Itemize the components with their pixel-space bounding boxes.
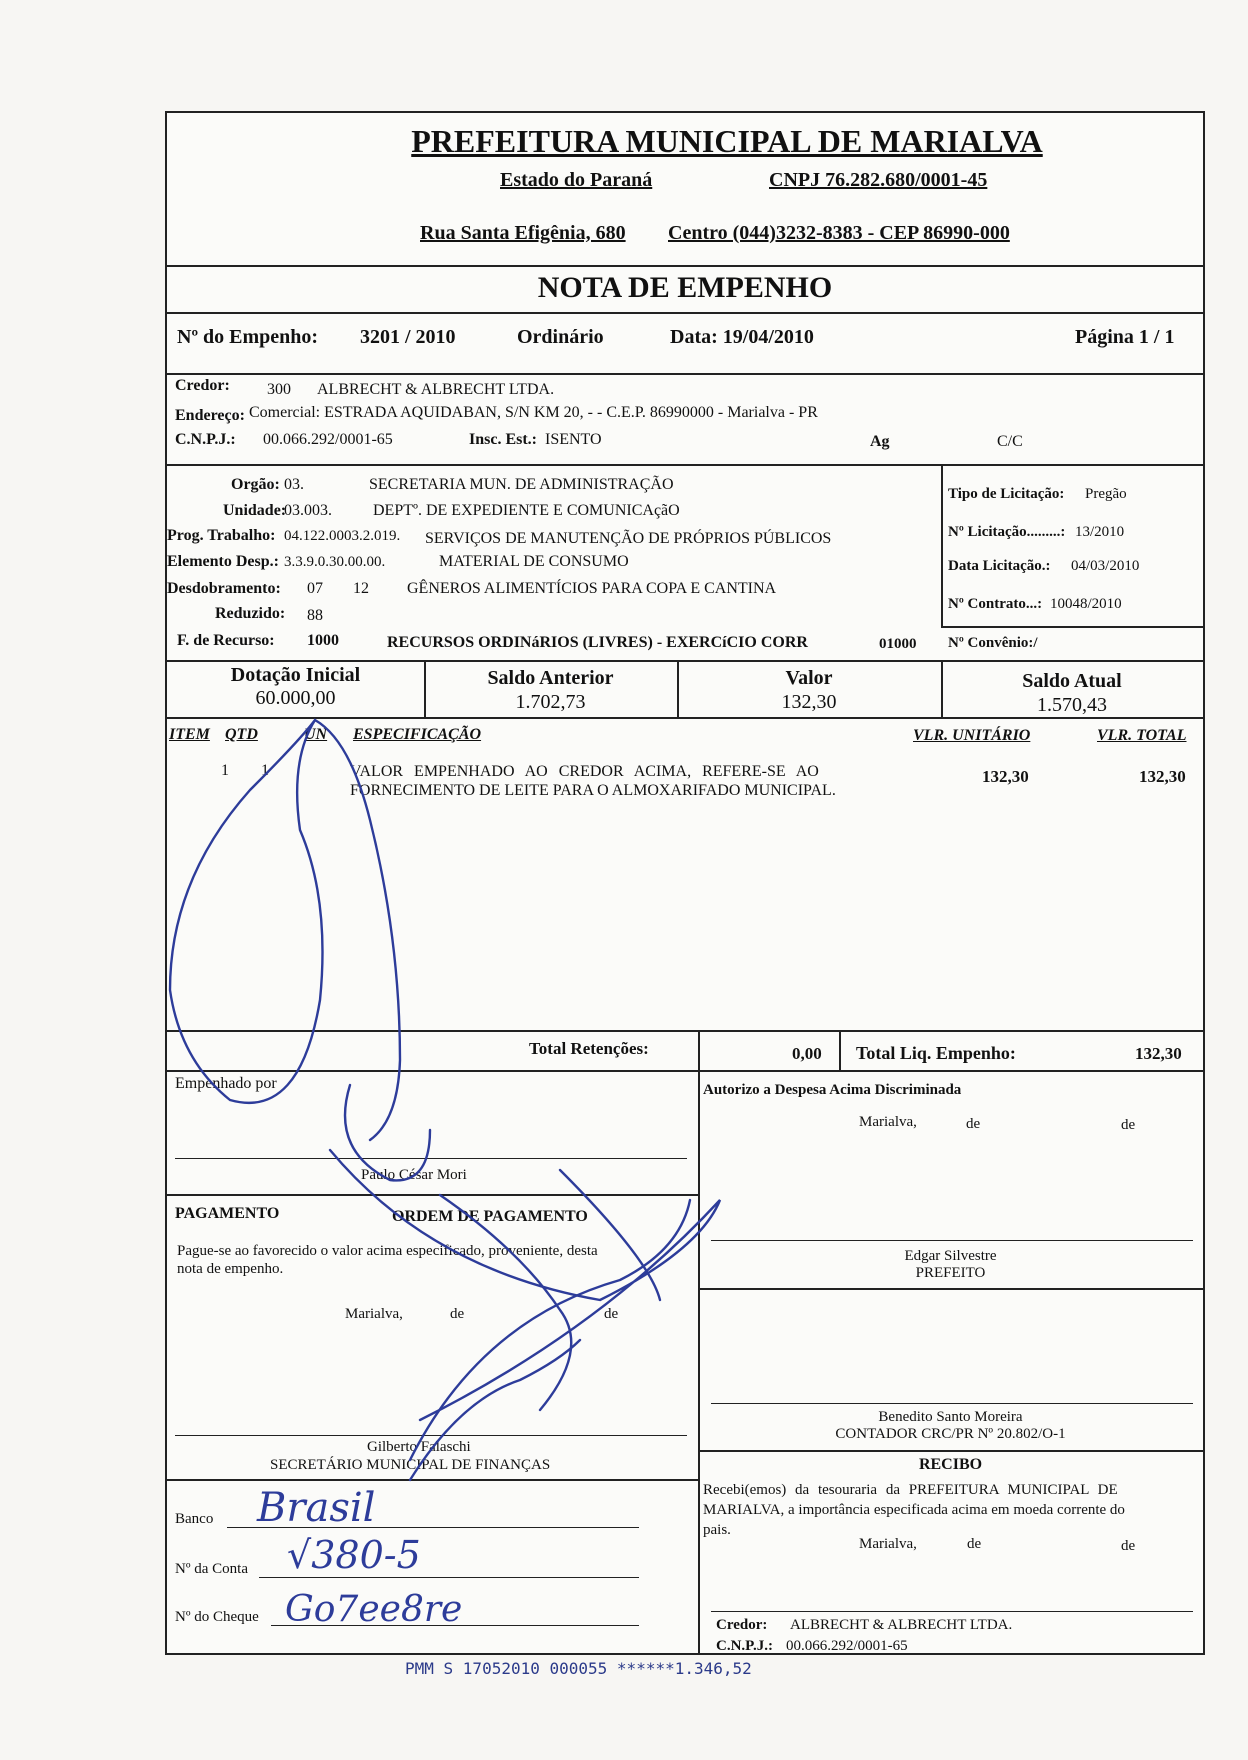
state-name: Estado do Paraná — [500, 169, 653, 191]
cnpj-header: CNPJ 76.282.680/0001-45 — [769, 169, 988, 191]
secretario-role: SECRETÁRIO MUNICIPAL DE FINANÇAS — [270, 1457, 551, 1473]
col-qtd: QTD — [225, 726, 258, 743]
col-especificacao: ESPECIFICAÇÃO — [353, 726, 482, 743]
page-indicator: Página 1 / 1 — [1075, 326, 1175, 348]
contador-name: Benedito Santo Moreira — [878, 1409, 1023, 1425]
insc-value: ISENTO — [545, 431, 602, 448]
col-vlr-total: VLR. TOTAL — [1097, 727, 1187, 744]
reduzido-label: Reduzido: — [215, 605, 286, 622]
cheque-handwritten: Go7ee8re — [285, 1589, 463, 1630]
licitacao-date-value: 04/03/2010 — [1071, 558, 1140, 574]
pagamento-text-2: nota de empenho. — [177, 1261, 284, 1277]
address-label: Endereço: — [175, 407, 245, 424]
prefeito-name: Edgar Silvestre — [904, 1248, 997, 1264]
elemento-name: MATERIAL DE CONSUMO — [439, 553, 629, 570]
unidade-name: DEPTº. DE EXPEDIENTE E COMUNICAçãO — [373, 502, 680, 519]
credor-cnpj: 00.066.292/0001-65 — [263, 431, 393, 448]
orgao-name: SECRETARIA MUN. DE ADMINISTRAÇÃO — [369, 476, 674, 493]
credor-label: Credor: — [175, 377, 230, 394]
empenhado-por-name: Paulo César Mori — [361, 1167, 467, 1183]
recibo-text-2: MARIALVA, a importância especificada acima em moeda corrente do — [703, 1502, 1125, 1518]
empenho-number-label: Nº do Empenho: — [177, 326, 319, 348]
recibo-de-2: de — [1121, 1538, 1136, 1554]
saldo-atual-label: Saldo Atual — [1022, 670, 1122, 692]
prog-label: Prog. Trabalho: — [167, 527, 276, 544]
contador-role: CONTADOR CRC/PR Nº 20.802/O-1 — [835, 1426, 1066, 1442]
pagamento-place: Marialva, — [345, 1306, 403, 1322]
pagamento-de-2: de — [604, 1306, 619, 1322]
recibo-cnpj-value: 00.066.292/0001-65 — [786, 1638, 908, 1654]
pagamento-text-1: Pague-se ao favorecido o valor acima especificado, proveniente, desta — [177, 1243, 598, 1259]
orgao-code: 03. — [284, 476, 304, 493]
autorizo-de-1: de — [966, 1116, 981, 1132]
prog-code: 04.122.0003.2.019. — [284, 528, 401, 544]
cc-label: C/C — [997, 433, 1023, 450]
licitacao-num-label: Nº Licitação.........: — [948, 524, 1066, 540]
recibo-de-1: de — [967, 1536, 982, 1552]
recibo-text-3: pais. — [703, 1522, 731, 1538]
banco-label: Banco — [175, 1511, 214, 1527]
recibo-credor-label: Credor: — [716, 1617, 768, 1633]
autorizo-de-2: de — [1121, 1117, 1136, 1133]
credor-name: ALBRECHT & ALBRECHT LTDA. — [317, 381, 555, 398]
licitacao-num-value: 13/2010 — [1075, 524, 1125, 540]
saldo-anterior-value: 1.702,73 — [515, 691, 586, 713]
item-unit-value: 132,30 — [982, 767, 1029, 786]
cnpj-label: C.N.P.J.: — [175, 431, 236, 448]
recibo-cnpj-label: C.N.P.J.: — [716, 1638, 773, 1654]
dotacao-label: Dotação Inicial — [230, 664, 361, 686]
item-number: 1 — [221, 762, 229, 779]
licitacao-date-label: Data Licitação.: — [948, 558, 1051, 574]
ordem-pagamento-title: ORDEM DE PAGAMENTO — [392, 1208, 588, 1225]
saldo-anterior-label: Saldo Anterior — [487, 667, 614, 689]
dotacao-value: 60.000,00 — [255, 687, 336, 709]
item-total-value: 132,30 — [1139, 767, 1186, 786]
item-qtd: 1 — [261, 762, 269, 779]
empenho-date: Data: 19/04/2010 — [670, 326, 814, 348]
item-description-2: FORNECIMENTO DE LEITE PARA O ALMOXARIFADO MUNICIPAL. — [350, 782, 836, 799]
col-un: UN — [304, 726, 328, 743]
desdobramento-name: GÊNEROS ALIMENTÍCIOS PARA COPA E CANTINA — [407, 580, 777, 597]
item-description-1: VALOR EMPENHADO AO CREDOR ACIMA, REFERE-SE AO — [350, 763, 819, 780]
municipality-title: PREFEITURA MUNICIPAL DE MARIALVA — [411, 123, 1043, 159]
address-header: Rua Santa Efigênia, 680 — [420, 222, 626, 244]
contrato-value: 10048/2010 — [1050, 596, 1122, 612]
total-retencoes-label: Total Retenções: — [529, 1039, 649, 1058]
recibo-place: Marialva, — [859, 1536, 917, 1552]
col-vlr-unitario: VLR. UNITÁRIO — [913, 727, 1031, 744]
tipo-licitacao-label: Tipo de Licitação: — [948, 486, 1065, 502]
footer-stamp: PMM S 17052010 000055 ******1.346,52 — [405, 1659, 752, 1678]
banco-handwritten: Brasil — [257, 1485, 376, 1531]
elemento-label: Elemento Desp.: — [167, 553, 279, 570]
conta-handwritten: √380-5 — [287, 1533, 421, 1577]
conta-label: Nº da Conta — [175, 1561, 248, 1577]
recurso-label: F. de Recurso: — [177, 632, 275, 649]
credor-code: 300 — [267, 381, 291, 398]
prefeito-role: PREFEITO — [915, 1265, 986, 1281]
empenhado-por-label: Empenhado por — [175, 1075, 277, 1092]
recurso-code: 1000 — [307, 632, 339, 649]
unidade-label: Unidade: — [223, 502, 287, 519]
valor-value: 132,30 — [781, 691, 837, 713]
desdobramento-b: 12 — [353, 580, 369, 597]
saldo-atual-value: 1.570,43 — [1037, 694, 1107, 716]
orgao-label: Orgão: — [231, 476, 280, 493]
reduzido-value: 88 — [307, 607, 323, 624]
elemento-code: 3.3.9.0.30.00.00. — [284, 554, 386, 570]
insc-label: Insc. Est.: — [469, 431, 538, 448]
recibo-text-1: Recebi(emos) da tesouraria da PREFEITURA MUNICIPAL DE — [703, 1482, 1118, 1498]
autorizo-text: Autorizo a Despesa Acima Discriminada — [703, 1082, 962, 1098]
autorizo-place: Marialva, — [859, 1114, 917, 1130]
pagamento-de-1: de — [450, 1306, 465, 1322]
empenho-kind: Ordinário — [517, 326, 604, 348]
desdobramento-label: Desdobramento: — [167, 580, 281, 597]
pagamento-label: PAGAMENTO — [175, 1205, 280, 1222]
total-liquido-label: Total Liq. Empenho: — [856, 1043, 1016, 1063]
valor-label: Valor — [785, 667, 833, 689]
prog-name: SERVIÇOS DE MANUTENÇÃO DE PRÓPRIOS PÚBLICOS — [425, 530, 832, 547]
total-liquido-value: 132,30 — [1135, 1044, 1182, 1063]
convenio-label: Nº Convênio:/ — [948, 635, 1038, 651]
recibo-title: RECIBO — [918, 1456, 983, 1473]
unidade-code: 03.003. — [284, 502, 332, 519]
recurso-sub: 01000 — [879, 636, 917, 652]
recurso-name: RECURSOS ORDINáRIOS (LIVRES) - EXERCíCIO CORR — [387, 634, 808, 651]
contrato-label: Nº Contrato...: — [948, 596, 1043, 612]
document-type-title: NOTA DE EMPENHO — [537, 271, 833, 304]
contact-header: Centro (044)3232-8383 - CEP 86990-000 — [668, 222, 1010, 244]
recibo-credor-value: ALBRECHT & ALBRECHT LTDA. — [790, 1617, 1013, 1633]
ag-label: Ag — [870, 433, 890, 450]
nota-de-empenho-form — [165, 111, 1205, 1655]
credor-address: Comercial: ESTRADA AQUIDABAN, S/N KM 20, - - C.E.P. 86990000 - Marialva - PR — [249, 404, 818, 421]
total-retencoes-value: 0,00 — [792, 1044, 822, 1063]
tipo-licitacao-value: Pregão — [1085, 486, 1127, 502]
secretario-name: Gilberto Falaschi — [367, 1439, 471, 1455]
empenho-number: 3201 / 2010 — [360, 326, 456, 348]
cheque-label: Nº do Cheque — [175, 1609, 259, 1625]
col-item: ITEM — [169, 726, 210, 743]
desdobramento-a: 07 — [307, 580, 323, 597]
